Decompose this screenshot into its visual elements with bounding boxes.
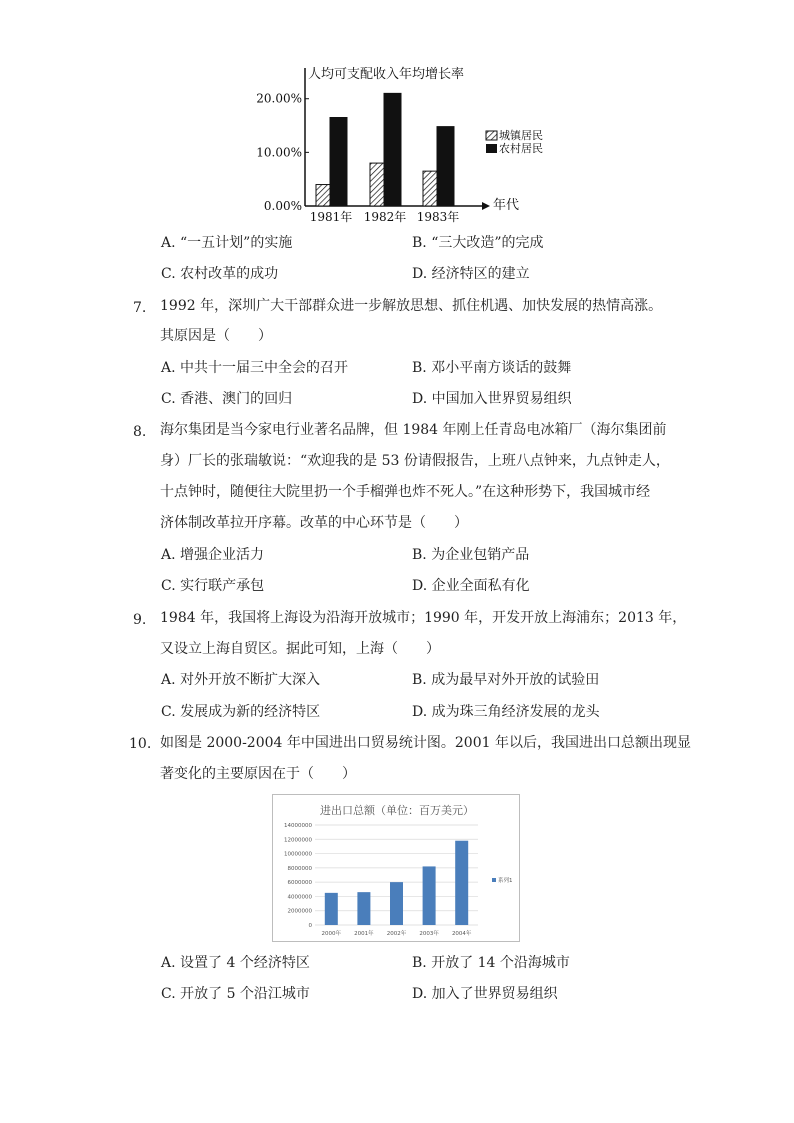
chart1-ytick-label: 0.00% — [263, 199, 302, 213]
q10-option-a[interactable]: A. 设置了 4 个经济特区 — [161, 955, 310, 971]
q8-option-d[interactable]: D. 企业全面私有化 — [412, 578, 530, 594]
chart2-ytick-label: 8000000 — [287, 865, 312, 872]
chart1-legend-rural: 农村居民 — [499, 142, 543, 155]
q6-option-c[interactable]: C. 农村改革的成功 — [161, 266, 279, 282]
q8-number: 8. — [133, 424, 147, 440]
chart2-bar — [357, 892, 370, 925]
q10-stem-line-2: 著变化的主要原因在于（ ） — [160, 766, 356, 782]
chart1-bar-rural — [437, 127, 454, 206]
chart2-bar — [390, 882, 403, 925]
chart2-bar — [325, 893, 338, 925]
q6-option-a[interactable]: A. “一五计划”的实施 — [161, 235, 293, 251]
chart2-legend-label: 系列1 — [498, 878, 513, 884]
chart2-ytick-label: 10000000 — [284, 851, 312, 858]
q6-option-b[interactable]: B. “三大改造”的完成 — [412, 235, 544, 251]
q9-stem-line-1: 1984 年，我国将上海设为沿海开放城市；1990 年，开发开放上海浦东；2013 年， — [160, 610, 687, 626]
q7-option-d[interactable]: D. 中国加入世界贸易组织 — [412, 391, 572, 407]
income-growth-chart — [250, 58, 550, 230]
chart2-ytick-label: 2000000 — [287, 908, 312, 915]
q10-option-c[interactable]: C. 开放了 5 个沿江城市 — [161, 986, 310, 1002]
chart1-legend-urban: 城镇居民 — [499, 129, 543, 142]
chart1-legend-rural-swatch — [486, 144, 497, 153]
q9-option-d[interactable]: D. 成为珠三角经济发展的龙头 — [412, 704, 600, 720]
q10-option-b[interactable]: B. 开放了 14 个沿海城市 — [412, 955, 570, 971]
chart2-category-label: 2003年 — [419, 931, 439, 937]
q8-stem-line-2: 身）厂长的张瑞敏说：“欢迎我的是 53 份请假报告，上班八点钟来，九点钟走人， — [160, 453, 670, 469]
q7-stem-line-2: 其原因是（ ） — [160, 328, 272, 344]
q7-option-a[interactable]: A. 中共十一届三中全会的召开 — [161, 360, 349, 376]
chart2-category-label: 2000年 — [321, 931, 342, 937]
chart1-bar-rural — [330, 118, 347, 207]
chart1-ylabel: 人均可支配收入年均增长率 — [308, 67, 465, 82]
chart1-bar-rural — [384, 93, 401, 206]
q7-option-c[interactable]: C. 香港、澳门的回归 — [161, 391, 293, 407]
q10-number: 10. — [129, 736, 152, 752]
q9-option-b[interactable]: B. 成为最早对外开放的试验田 — [412, 672, 600, 688]
chart2-ytick-label: 0 — [308, 923, 312, 929]
chart1-xlabel: 年代 — [493, 198, 520, 213]
chart2-bar — [423, 866, 436, 925]
q8-stem-line-4: 济体制改革拉开序幕。改革的中心环节是（ ） — [160, 515, 468, 531]
q8-option-c[interactable]: C. 实行联产承包 — [161, 578, 265, 594]
q9-option-c[interactable]: C. 发展成为新的经济特区 — [161, 704, 321, 720]
chart2-legend-swatch — [492, 878, 496, 882]
trade-total-chart-svg — [273, 795, 521, 943]
q10-option-d[interactable]: D. 加入了世界贸易组织 — [412, 986, 558, 1002]
chart2-ytick-label: 4000000 — [287, 894, 312, 901]
chart1-category-label: 1982年 — [363, 210, 407, 224]
q8-option-a[interactable]: A. 增强企业活力 — [161, 547, 265, 563]
chart2-title: 进出口总额（单位：百万美元） — [320, 804, 474, 817]
q7-option-b[interactable]: B. 邓小平南方谈话的鼓舞 — [412, 360, 572, 376]
chart1-ytick-label: 10.00% — [256, 145, 302, 160]
chart2-category-label: 2004年 — [451, 931, 472, 937]
chart1-bar-urban — [423, 171, 437, 206]
q6-option-d[interactable]: D. 经济特区的建立 — [412, 266, 530, 282]
chart2-category-label: 2001年 — [354, 931, 374, 937]
q7-number: 7. — [133, 300, 147, 316]
q8-stem-line-3: 十点钟时，随便往大院里扔一个手榴弹也炸不死人。”在这种形势下，我国城市经 — [160, 484, 651, 500]
chart1-legend-urban-swatch — [486, 131, 497, 140]
chart2-ytick-label: 6000000 — [287, 880, 312, 887]
chart2-bar — [455, 841, 468, 925]
chart1-bar-urban — [316, 185, 330, 206]
chart1-ytick-label: 20.00% — [256, 91, 302, 106]
q9-number: 9. — [133, 612, 147, 628]
chart1-category-label: 1981年 — [309, 210, 353, 224]
q7-stem-line-1: 1992 年，深圳广大干部群众进一步解放思想、抓住机遇、加快发展的热情高涨。 — [160, 298, 663, 314]
q9-option-a[interactable]: A. 对外开放不断扩大深入 — [161, 672, 321, 688]
q8-option-b[interactable]: B. 为企业包销产品 — [412, 547, 530, 563]
chart1-x-arrow — [482, 202, 490, 210]
chart2-ytick-label: 12000000 — [284, 837, 312, 844]
q9-stem-line-2: 又设立上海自贸区。据此可知，上海（ ） — [160, 641, 440, 657]
chart2-ytick-label: 14000000 — [284, 823, 312, 829]
chart2-category-label: 2002年 — [386, 931, 407, 937]
chart1-category-label: 1983年 — [416, 210, 460, 224]
q10-stem-line-1: 如图是 2000-2004 年中国进出口贸易统计图。2001 年以后，我国进出口总额出现显 — [160, 735, 691, 751]
chart1-bar-urban — [370, 163, 384, 206]
trade-total-chart — [272, 794, 520, 942]
q8-stem-line-1: 海尔集团是当今家电行业著名品牌，但 1984 年刚上任青岛电冰箱厂（海尔集团前 — [160, 422, 667, 438]
